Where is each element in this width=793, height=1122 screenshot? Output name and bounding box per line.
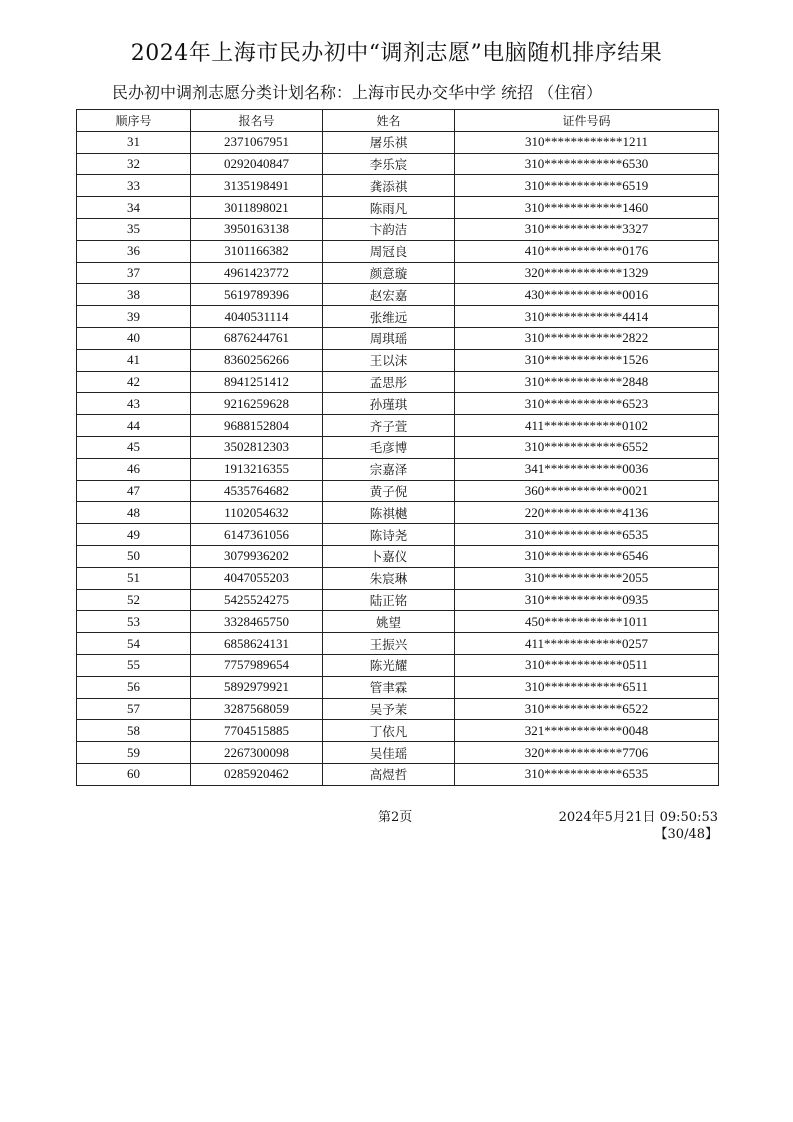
- cell-id-number: 220************4136: [455, 502, 719, 524]
- cell-name: 黄子倪: [323, 480, 455, 502]
- cell-id-number: 310************6546: [455, 545, 719, 567]
- table-body: [77, 131, 719, 785]
- cell-id-number: 310************6535: [455, 763, 719, 785]
- cell-name: 孙瑾琪: [323, 393, 455, 415]
- table-row: [77, 240, 719, 262]
- cell-registration-number: 3011898021: [191, 197, 323, 219]
- table-row: [77, 218, 719, 240]
- cell-sequence: 43: [77, 393, 191, 415]
- cell-id-number: 310************6552: [455, 436, 719, 458]
- cell-name: 李乐宸: [323, 153, 455, 175]
- cell-id-number: 310************4414: [455, 306, 719, 328]
- cell-name: 姚望: [323, 611, 455, 633]
- cell-registration-number: 3135198491: [191, 175, 323, 197]
- cell-id-number: 310************6535: [455, 524, 719, 546]
- cell-name: 赵宏嘉: [323, 284, 455, 306]
- table-header-row: [77, 110, 719, 132]
- cell-name: 朱宸琳: [323, 567, 455, 589]
- table-row: [77, 545, 719, 567]
- cell-name: 卜嘉仪: [323, 545, 455, 567]
- cell-id-number: 360************0021: [455, 480, 719, 502]
- print-datetime: 2024年5月21日 09:50:53: [558, 810, 718, 825]
- cell-registration-number: 3287568059: [191, 698, 323, 720]
- cell-id-number: 430************0016: [455, 284, 719, 306]
- cell-id-number: 310************2055: [455, 567, 719, 589]
- cell-name: 吴予茉: [323, 698, 455, 720]
- cell-name: 陈光耀: [323, 654, 455, 676]
- table-row: [77, 720, 719, 742]
- cell-id-number: 310************6530: [455, 153, 719, 175]
- cell-registration-number: 9216259628: [191, 393, 323, 415]
- cell-name: 颜意璇: [323, 262, 455, 284]
- cell-sequence: 58: [77, 720, 191, 742]
- table-row: [77, 175, 719, 197]
- cell-id-number: 310************0511: [455, 654, 719, 676]
- cell-registration-number: 8941251412: [191, 371, 323, 393]
- cell-id-number: 310************2848: [455, 371, 719, 393]
- cell-sequence: 35: [77, 218, 191, 240]
- cell-registration-number: 5619789396: [191, 284, 323, 306]
- result-table: [76, 109, 719, 786]
- table-row: [77, 633, 719, 655]
- table-row: [77, 306, 719, 328]
- cell-registration-number: 3101166382: [191, 240, 323, 262]
- cell-sequence: 48: [77, 502, 191, 524]
- cell-registration-number: 1913216355: [191, 458, 323, 480]
- table-row: [77, 284, 719, 306]
- cell-registration-number: 7757989654: [191, 654, 323, 676]
- cell-id-number: 310************0935: [455, 589, 719, 611]
- cell-id-number: 321************0048: [455, 720, 719, 742]
- cell-registration-number: 8360256266: [191, 349, 323, 371]
- table-row: [77, 327, 719, 349]
- cell-registration-number: 4535764682: [191, 480, 323, 502]
- cell-name: 丁依凡: [323, 720, 455, 742]
- cell-registration-number: 2267300098: [191, 742, 323, 764]
- cell-sequence: 51: [77, 567, 191, 589]
- table-row: [77, 371, 719, 393]
- cell-id-number: 310************1211: [455, 131, 719, 153]
- cell-name: 王以沫: [323, 349, 455, 371]
- cell-sequence: 50: [77, 545, 191, 567]
- table-row: [77, 567, 719, 589]
- cell-sequence: 45: [77, 436, 191, 458]
- table-row: [77, 262, 719, 284]
- cell-name: 孟思彤: [323, 371, 455, 393]
- cell-sequence: 60: [77, 763, 191, 785]
- table-row: [77, 589, 719, 611]
- cell-registration-number: 4047055203: [191, 567, 323, 589]
- cell-name: 陈祺樾: [323, 502, 455, 524]
- cell-sequence: 57: [77, 698, 191, 720]
- cell-sequence: 59: [77, 742, 191, 764]
- cell-registration-number: 3079936202: [191, 545, 323, 567]
- cell-registration-number: 7704515885: [191, 720, 323, 742]
- table-row: [77, 458, 719, 480]
- cell-sequence: 32: [77, 153, 191, 175]
- cell-name: 龚添祺: [323, 175, 455, 197]
- result-table-container: [76, 109, 718, 786]
- header-name: 姓名: [323, 110, 455, 132]
- cell-sequence: 46: [77, 458, 191, 480]
- cell-name: 齐子萱: [323, 415, 455, 437]
- cell-registration-number: 3328465750: [191, 611, 323, 633]
- cell-sequence: 41: [77, 349, 191, 371]
- cell-id-number: 310************2822: [455, 327, 719, 349]
- cell-name: 管聿霖: [323, 676, 455, 698]
- cell-id-number: 411************0257: [455, 633, 719, 655]
- cell-name: 屠乐祺: [323, 131, 455, 153]
- cell-name: 周琪瑶: [323, 327, 455, 349]
- cell-registration-number: 2371067951: [191, 131, 323, 153]
- cell-name: 高煜哲: [323, 763, 455, 785]
- header-id-number: 证件号码: [455, 110, 719, 132]
- cell-sequence: 56: [77, 676, 191, 698]
- cell-sequence: 47: [77, 480, 191, 502]
- cell-id-number: 341************0036: [455, 458, 719, 480]
- cell-id-number: 320************1329: [455, 262, 719, 284]
- cell-registration-number: 5892979921: [191, 676, 323, 698]
- table-row: [77, 654, 719, 676]
- page-title: 2024年上海市民办初中“调剂志愿”电脑随机排序结果: [130, 41, 663, 66]
- cell-registration-number: 4040531114: [191, 306, 323, 328]
- cell-sequence: 55: [77, 654, 191, 676]
- cell-sequence: 37: [77, 262, 191, 284]
- cell-sequence: 52: [77, 589, 191, 611]
- cell-name: 王振兴: [323, 633, 455, 655]
- table-row: [77, 153, 719, 175]
- cell-registration-number: 6147361056: [191, 524, 323, 546]
- cell-sequence: 44: [77, 415, 191, 437]
- table-row: [77, 197, 719, 219]
- table-row: [77, 524, 719, 546]
- cell-sequence: 34: [77, 197, 191, 219]
- table-row: [77, 611, 719, 633]
- cell-registration-number: 6876244761: [191, 327, 323, 349]
- cell-id-number: 310************1460: [455, 197, 719, 219]
- cell-id-number: 411************0102: [455, 415, 719, 437]
- cell-id-number: 450************1011: [455, 611, 719, 633]
- cell-registration-number: 0285920462: [191, 763, 323, 785]
- cell-registration-number: 9688152804: [191, 415, 323, 437]
- cell-id-number: 310************6522: [455, 698, 719, 720]
- cell-sequence: 36: [77, 240, 191, 262]
- cell-sequence: 49: [77, 524, 191, 546]
- table-row: [77, 742, 719, 764]
- table-row: [77, 676, 719, 698]
- cell-sequence: 38: [77, 284, 191, 306]
- cell-registration-number: 3502812303: [191, 436, 323, 458]
- cell-registration-number: 6858624131: [191, 633, 323, 655]
- plan-name: 民办初中调剂志愿分类计划名称：上海市民办交华中学 统招 （住宿）: [112, 83, 603, 102]
- cell-sequence: 53: [77, 611, 191, 633]
- cell-id-number: 410************0176: [455, 240, 719, 262]
- cell-sequence: 33: [77, 175, 191, 197]
- cell-sequence: 42: [77, 371, 191, 393]
- table-row: [77, 131, 719, 153]
- cell-sequence: 39: [77, 306, 191, 328]
- header-registration-number: 报名号: [191, 110, 323, 132]
- cell-registration-number: 1102054632: [191, 502, 323, 524]
- cell-id-number: 310************6519: [455, 175, 719, 197]
- cell-name: 张维远: [323, 306, 455, 328]
- cell-sequence: 31: [77, 131, 191, 153]
- cell-name: 吴佳瑶: [323, 742, 455, 764]
- cell-name: 陆正铭: [323, 589, 455, 611]
- cell-id-number: 310************3327: [455, 218, 719, 240]
- cell-sequence: 40: [77, 327, 191, 349]
- cell-name: 陈雨凡: [323, 197, 455, 219]
- cell-registration-number: 3950163138: [191, 218, 323, 240]
- cell-id-number: 320************7706: [455, 742, 719, 764]
- cell-registration-number: 5425524275: [191, 589, 323, 611]
- cell-id-number: 310************6523: [455, 393, 719, 415]
- page-number: 第2页: [378, 810, 413, 825]
- cell-registration-number: 0292040847: [191, 153, 323, 175]
- cell-id-number: 310************6511: [455, 676, 719, 698]
- table-row: [77, 436, 719, 458]
- header-sequence: 顺序号: [77, 110, 191, 132]
- cell-name: 陈诗尧: [323, 524, 455, 546]
- cell-sequence: 54: [77, 633, 191, 655]
- cell-name: 卞韵洁: [323, 218, 455, 240]
- cell-name: 宗嘉泽: [323, 458, 455, 480]
- table-row: [77, 415, 719, 437]
- cell-registration-number: 4961423772: [191, 262, 323, 284]
- table-row: [77, 349, 719, 371]
- table-row: [77, 763, 719, 785]
- cell-name: 毛彦博: [323, 436, 455, 458]
- table-row: [77, 393, 719, 415]
- table-row: [77, 502, 719, 524]
- table-row: [77, 698, 719, 720]
- record-count: 【30/48】: [654, 827, 718, 842]
- table-row: [77, 480, 719, 502]
- cell-id-number: 310************1526: [455, 349, 719, 371]
- cell-name: 周冠良: [323, 240, 455, 262]
